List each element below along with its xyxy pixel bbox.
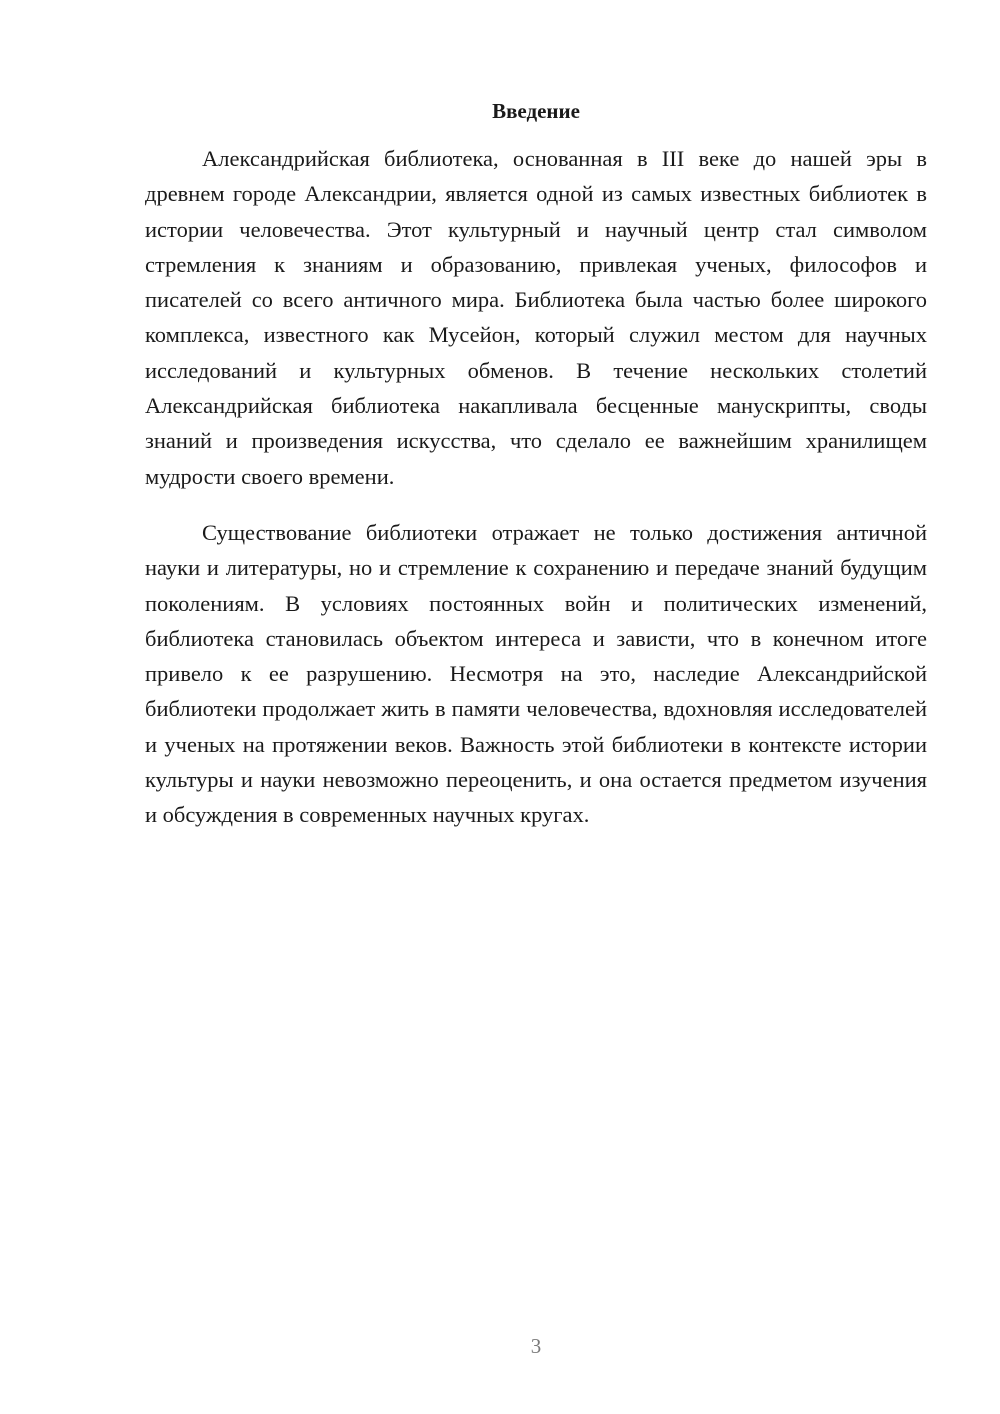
paragraph-1: Александрийская библиотека, основанная в III веке до нашей эры в древнем городе Александрии, является одной из самых известных библиотек в истории человечества. Этот культурный и научный центр стал символом стремления к знаниям и образованию, привлекая ученых, философов и писателей со всего античного мира. Библиотека была частью более широкого комплекса, известного как Мусейон, который служил местом для научных исследований и культурных обменов. В течение нескольких столетий Александрийская библиотека накапливала бесценные манускрипты, своды знаний и произведения искусства, что сделало ее важнейшим хранилищем мудрости своего времени. xyxy=(145,146,927,489)
page-title: Введение xyxy=(492,99,580,123)
paragraph-2: Существование библиотеки отражает не только достижения античной науки и литературы, но и стремление к сохранению и передаче знаний будущим поколениям. В условиях постоянных войн и политических изменений, библиотека становилась объектом интереса и зависти, что в конечном итоге привело к ее разрушению. Несмотря на это, наследие Александрийской библиотеки продолжает жить в памяти человечества, вдохновляя исследователей и ученых на протяжении веков. Важность этой библиотеки в контексте истории культуры и науки невозможно переоценить, и она остается предметом изучения и обсуждения в современных научных кругах. xyxy=(145,520,927,828)
page-number: 3 xyxy=(530,1334,542,1358)
